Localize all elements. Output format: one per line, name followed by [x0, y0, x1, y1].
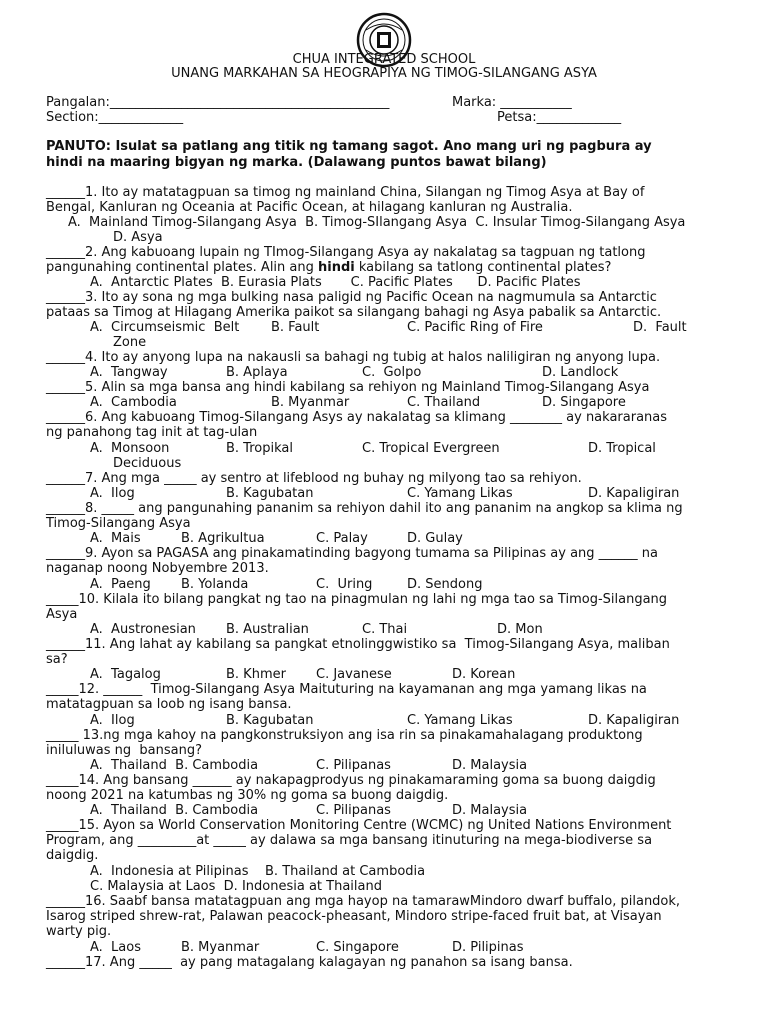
- q10-option-b: B. Australian: [226, 622, 309, 637]
- q4-option-c: C. Golpo: [362, 365, 422, 380]
- q10-option-d: D. Mon: [497, 622, 543, 637]
- q14-option-d: D. Malaysia: [452, 803, 528, 818]
- q3-option-c: C. Pacific Ring of Fire: [407, 320, 543, 335]
- q11-option-b: B. Khmer: [226, 667, 286, 682]
- q9-option-a: A. Paeng: [90, 577, 151, 592]
- question-4: ______4. Ito ay anyong lupa na nakausli sa bahagi ng tubig at halos naliligiran ng anyong lupa.: [46, 350, 661, 365]
- question-8: ______8. _____ ang pangunahing pananim sa rehiyon dahil ito ang pananim na angkop sa klima ng: [46, 501, 683, 516]
- question-3-cont: pataas sa Timog at Hilagang Amerika paikot sa silangang bahagi ng Asya pabalik sa Antarctic.: [46, 305, 662, 320]
- q8-option-c: C. Palay: [316, 531, 368, 546]
- question-11-cont: sa?: [46, 652, 68, 667]
- q15-options-cd: C. Malaysia at Laos D. Indonesia at Thailand: [90, 879, 382, 894]
- q15-options-ab: A. Indonesia at Pilipinas B. Thailand at Cambodia: [90, 864, 426, 879]
- q4-option-d: D. Landlock: [542, 365, 619, 380]
- question-17: ______17. Ang _____ ay pang matagalang kalagayan ng panahon sa isang bansa.: [46, 955, 573, 970]
- q14-option-ab: A. Thailand B. Cambodia: [90, 803, 259, 818]
- q13-option-ab: A. Thailand B. Cambodia: [90, 758, 259, 773]
- instructions-line-1: PANUTO: Isulat sa patlang ang titik ng tamang sagot. Ano mang uri ng pagbura ay: [46, 139, 652, 154]
- question-9-cont: naganap noong Nobyembre 2013.: [46, 561, 269, 576]
- question-14: _____14. Ang bansang ______ ay nakapagprodyus ng pinakamaraming goma sa buong daigdig: [46, 773, 656, 788]
- q16-option-a: A. Laos: [90, 940, 141, 955]
- q4-option-a: A. Tangway: [90, 365, 168, 380]
- q8-option-a: A. Mais: [90, 531, 141, 546]
- q6-option-d: D. Tropical: [588, 441, 656, 456]
- q16-option-d: D. Pilipinas: [452, 940, 524, 955]
- question-8-cont: Timog-Silangang Asya: [46, 516, 191, 531]
- question-3: ______3. Ito ay sona ng mga bulking nasa paligid ng Pacific Ocean na nagmumula sa Antarctic: [46, 290, 657, 305]
- question-5: ______5. Alin sa mga bansa ang hindi kabilang sa rehiyon ng Mainland Timog-Silangang Asya: [46, 380, 650, 395]
- q3-option-a: A. Circumseismic Belt: [90, 320, 240, 335]
- q11-option-c: C. Javanese: [316, 667, 392, 682]
- q11-option-a: A. Tagalog: [90, 667, 161, 682]
- score-field[interactable]: Marka: ___________: [452, 95, 572, 110]
- date-field[interactable]: Petsa:_____________: [497, 110, 622, 125]
- q8-option-b: B. Agrikultua: [181, 531, 265, 546]
- question-10-cont: Asya: [46, 607, 78, 622]
- q9-option-b: B. Yolanda: [181, 577, 249, 592]
- q3-option-d: D. Fault: [633, 320, 687, 335]
- q13-option-d: D. Malaysia: [452, 758, 528, 773]
- q5-option-a: A. Cambodia: [90, 395, 177, 410]
- question-7: ______7. Ang mga _____ ay sentro at lifeblood ng buhay ng milyong tao sa rehiyon.: [46, 471, 582, 486]
- question-16-cont: Isarog striped shrew-rat, Palawan peacock-pheasant, Mindoro stripe-faced fruit bat, at Visayan: [46, 909, 662, 924]
- q9-option-d: D. Sendong: [407, 577, 483, 592]
- q5-option-c: C. Thailand: [407, 395, 481, 410]
- q3-option-d-cont: Zone: [113, 335, 147, 350]
- question-10: _____10. Kilala ito bilang pangkat ng tao na pinagmulan ng lahi ng mga tao sa Timog-Silangang: [46, 592, 668, 607]
- name-field[interactable]: Pangalan:___________________________________________: [46, 95, 390, 110]
- question-13: _____ 13.ng mga kahoy na pangkonstruksiyon ang isa rin sa pinakamahalagang produktong: [46, 728, 643, 743]
- q10-option-a: A. Austronesian: [90, 622, 196, 637]
- question-15: _____15. Ayon sa World Conservation Monitoring Centre (WCMC) ng United Nations Environment: [46, 818, 672, 833]
- q11-option-d: D. Korean: [452, 667, 516, 682]
- q7-option-d: D. Kapaligiran: [588, 486, 680, 501]
- question-11: ______11. Ang lahat ay kabilang sa pangkat etnolinggwistiko sa Timog-Silangang Asya, maliban: [46, 637, 670, 652]
- q5-option-d: D. Singapore: [542, 395, 626, 410]
- question-2: ______2. Ang kabuoang lupain ng TImog-Silangang Asya ay nakalatag sa tagpuan ng tatlong: [46, 245, 646, 260]
- q6-option-b: B. Tropikal: [226, 441, 293, 456]
- q7-option-b: B. Kagubatan: [226, 486, 314, 501]
- question-2-options: A. Antarctic Plates B. Eurasia Plats C. Pacific Plates D. Pacific Plates: [90, 275, 581, 290]
- q12-option-d: D. Kapaligiran: [588, 713, 680, 728]
- question-1-option-d: D. Asya: [113, 230, 163, 245]
- q12-option-b: B. Kagubatan: [226, 713, 314, 728]
- q3-option-b: B. Fault: [271, 320, 320, 335]
- question-13-cont: iniluluwas ng bansang?: [46, 743, 203, 758]
- q9-option-c: C. Uring: [316, 577, 373, 592]
- question-14-cont: noong 2021 na katumbas ng 30% ng goma sa buong daigdig.: [46, 788, 449, 803]
- q6-option-c: C. Tropical Evergreen: [362, 441, 500, 456]
- q5-option-b: B. Myanmar: [271, 395, 350, 410]
- q12-option-a: A. Ilog: [90, 713, 135, 728]
- q16-option-b: B. Myanmar: [181, 940, 260, 955]
- q14-option-c: C. Pilipanas: [316, 803, 391, 818]
- question-1-cont: Bengal, Kanluran ng Oceania at Pacific Ocean, at hilagang kanluran ng Australia.: [46, 200, 573, 215]
- q6-option-d-cont: Deciduous: [113, 456, 182, 471]
- q8-option-d: D. Gulay: [407, 531, 463, 546]
- section-field[interactable]: Section:_____________: [46, 110, 184, 125]
- q13-option-c: C. Pilipanas: [316, 758, 391, 773]
- instructions-line-2: hindi na maaring bigyan ng marka. (Dalawang puntos bawat bilang): [46, 155, 547, 170]
- q7-option-a: A. Ilog: [90, 486, 135, 501]
- q12-option-c: C. Yamang Likas: [407, 713, 513, 728]
- question-15-cont: Program, ang _________at _____ ay dalawa sa mga bansang itinuturing na mega-biodiverse sa: [46, 833, 653, 848]
- question-1-options: A. Mainland Timog-Silangang Asya B. Timog-SIlangang Asya C. Insular Timog-Silangang Asya: [68, 215, 686, 230]
- question-9: ______9. Ayon sa PAGASA ang pinakamatinding bagyong tumama sa Pilipinas ay ang ______ na: [46, 546, 659, 561]
- question-2-cont: pangunahing continental plates. Alin ang hindi kabilang sa tatlong continental plates?: [46, 260, 612, 275]
- question-12-cont: matatagpuan sa loob ng isang bansa.: [46, 697, 292, 712]
- question-16-cont-2: warty pig.: [46, 924, 112, 939]
- q16-option-c: C. Singapore: [316, 940, 399, 955]
- q6-option-a: A. Monsoon: [90, 441, 170, 456]
- school-name: CHUA INTEGRATED SCHOOL: [292, 52, 476, 67]
- question-1: ______1. Ito ay matatagpuan sa timog ng mainland China, Silangan ng Timog Asya at Bay of: [46, 185, 645, 200]
- exam-title: UNANG MARKAHAN SA HEOGRAPIYA NG TIMOG-SILANGANG ASYA: [171, 66, 597, 81]
- q10-option-c: C. Thai: [362, 622, 408, 637]
- question-16: ______16. Saabf bansa matatagpuan ang mga hayop na tamarawMindoro dwarf buffalo, pilandok,: [46, 894, 681, 909]
- question-12: _____12. ______ Timog-Silangang Asya Maituturing na kayamanan ang mga yamang likas na: [46, 682, 647, 697]
- q4-option-b: B. Aplaya: [226, 365, 288, 380]
- question-6: ______6. Ang kabuoang Timog-Silangang Asys ay nakalatag sa klimang ________ ay nakararanas: [46, 410, 668, 425]
- question-15-cont-2: daigdig.: [46, 848, 99, 863]
- q7-option-c: C. Yamang Likas: [407, 486, 513, 501]
- question-6-cont: ng panahong tag init at tag-ulan: [46, 425, 258, 440]
